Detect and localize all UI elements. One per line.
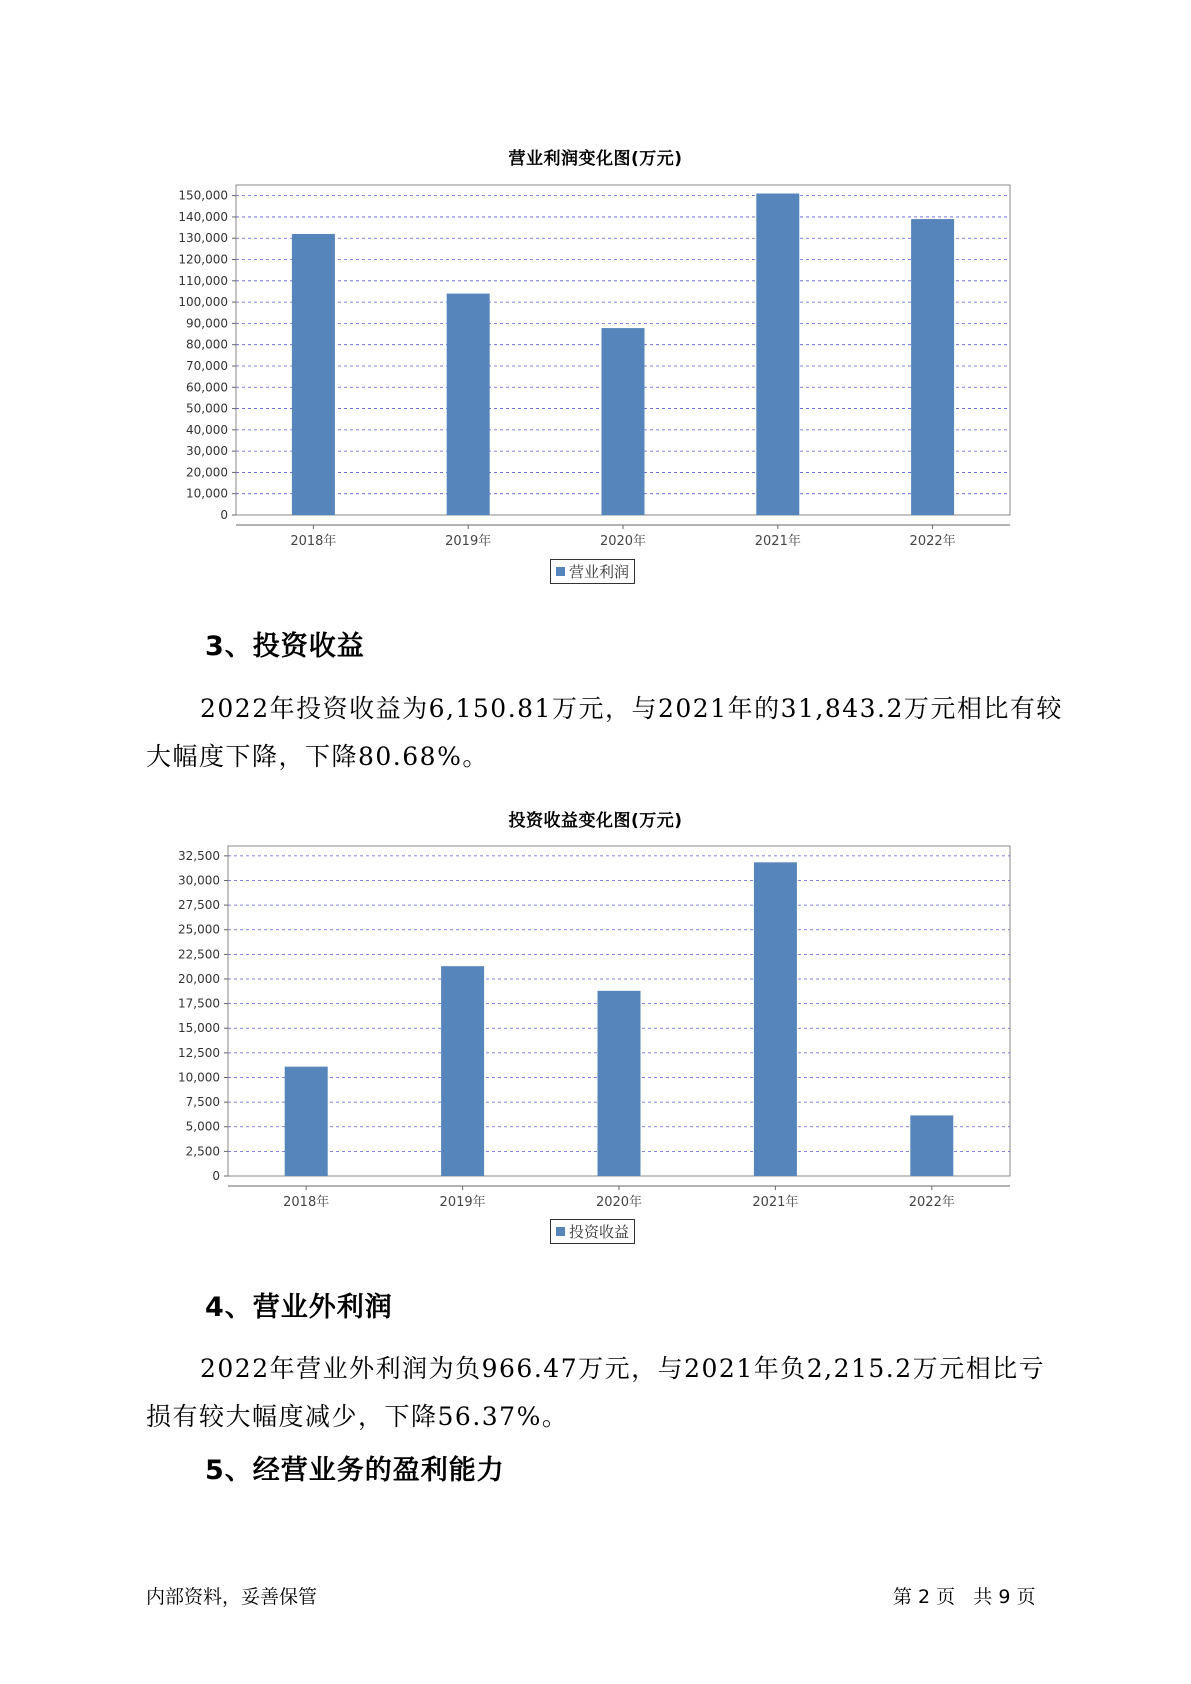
y-tick-label: 130,000: [178, 231, 228, 246]
x-tick-label: 2022年: [908, 1195, 955, 1210]
paragraph-text: 2022年投资收益为6,150.81万元，与2021年的31,843.2万元相比有较大幅度下降，下降80.68%。: [146, 694, 1063, 771]
y-tick-label: 7,500: [185, 1095, 220, 1110]
y-tick-label: 2,500: [185, 1144, 220, 1159]
footer-page-number: 第 2 页 共 9 页: [893, 1586, 1036, 1608]
y-tick-label: 0: [212, 1169, 220, 1183]
y-tick-label: 32,500: [178, 848, 220, 863]
y-tick-label: 12,500: [178, 1045, 220, 1060]
legend-label: 投资收益: [569, 1223, 630, 1241]
paragraph-text: 2022年营业外利润为负966.47万元，与2021年负2,215.2万元相比亏损有较大幅度减少，下降56.37%。: [146, 1354, 1046, 1431]
y-tick-label: 70,000: [186, 358, 228, 373]
y-tick-label: 25,000: [178, 922, 220, 937]
x-tick-label: 2021年: [752, 1195, 799, 1210]
y-tick-label: 100,000: [178, 295, 228, 310]
bar: [441, 966, 484, 1176]
y-tick-label: 0: [220, 508, 228, 522]
chart-title-investment-income: 投资收益变化图(万元): [508, 811, 683, 831]
y-tick-label: 27,500: [178, 898, 220, 913]
bar: [285, 1067, 328, 1176]
y-tick-label: 10,000: [178, 1070, 220, 1085]
footer-confidential-note: 内部资料，妥善保管: [146, 1586, 318, 1608]
section-heading-investment: 3、投资收益: [205, 631, 365, 662]
x-tick-label: 2020年: [599, 534, 647, 549]
y-tick-label: 140,000: [178, 209, 228, 224]
x-tick-label: 2018年: [283, 1195, 330, 1210]
bar: [598, 991, 641, 1176]
y-tick-label: 20,000: [178, 971, 220, 986]
y-tick-label: 90,000: [186, 316, 228, 331]
chart-title-operating-profit: 营业利润变化图(万元): [508, 149, 683, 169]
section-heading-nonoperating: 4、营业外利润: [205, 1292, 393, 1323]
y-tick-label: 22,500: [178, 947, 220, 962]
y-tick-label: 20,000: [186, 465, 228, 480]
y-tick-label: 10,000: [186, 486, 228, 501]
y-tick-label: 60,000: [186, 380, 228, 395]
y-tick-label: 80,000: [186, 337, 228, 352]
chart-legend-investment-income: [550, 1219, 635, 1244]
y-tick-label: 40,000: [186, 422, 228, 437]
y-tick-label: 30,000: [178, 873, 220, 888]
y-tick-label: 5,000: [185, 1119, 220, 1134]
x-tick-label: 2020年: [595, 1195, 643, 1210]
paragraph-nonoperating: [146, 1345, 1066, 1441]
bar: [910, 1115, 953, 1176]
y-tick-label: 50,000: [186, 401, 228, 416]
x-tick-label: 2022年: [909, 534, 956, 549]
bar: [754, 862, 797, 1176]
x-tick-label: 2021年: [754, 534, 801, 549]
y-tick-label: 110,000: [178, 273, 228, 288]
x-tick-label: 2018年: [290, 534, 337, 549]
legend-swatch: [556, 1227, 565, 1236]
y-tick-label: 150,000: [178, 188, 228, 203]
y-tick-label: 30,000: [186, 444, 228, 459]
x-tick-label: 2019年: [445, 534, 492, 549]
x-tick-label: 2019年: [439, 1195, 486, 1210]
legend-label: 营业利润: [569, 563, 630, 581]
section-heading-business: 5、经营业务的盈利能力: [205, 1455, 505, 1486]
y-tick-label: 120,000: [178, 252, 228, 267]
y-tick-label: 17,500: [178, 996, 220, 1011]
y-tick-label: 15,000: [178, 1021, 220, 1036]
